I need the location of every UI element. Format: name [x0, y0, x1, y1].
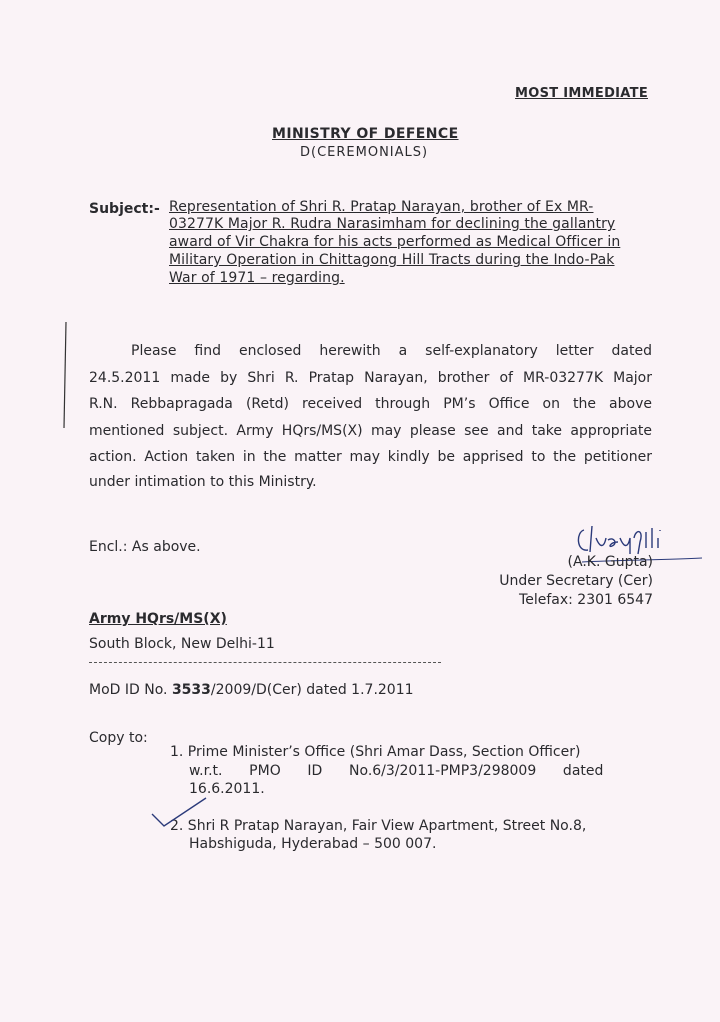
signature-block	[499, 553, 653, 610]
reference-prefix: MoD ID No.	[89, 682, 172, 698]
copy-item-line: 2. Shri R Pratap Narayan, Fair View Apartment, Street No.8,	[170, 818, 587, 834]
body-line: mentioned subject. Army HQrs/MS(X) may please see and take appropriate	[89, 423, 652, 439]
signatory-telefax: Telefax: 2301 6547	[519, 592, 653, 608]
subject-line: Representation of Shri R. Pratap Narayan, brother of Ex MR-	[169, 199, 594, 215]
enclosure-note: Encl.: As above.	[89, 539, 201, 555]
tick-mark	[150, 796, 210, 832]
addressee-address: South Block, New Delhi-11	[89, 636, 275, 652]
signatory-name: (A.K. Gupta)	[567, 554, 653, 570]
body-line: 24.5.2011 made by Shri R. Pratap Narayan, brother of MR-03277K Major	[89, 370, 652, 386]
subject-line: War of 1971 – regarding.	[169, 270, 345, 286]
subject-line: award of Vir Chakra for his acts performed as Medical Officer in	[169, 234, 621, 250]
reference-suffix: /2009/D(Cer) dated 1.7.2011	[210, 682, 414, 698]
ministry-title: MINISTRY OF DEFENCE	[272, 126, 459, 142]
subject-line: 03277K Major R. Rudra Narasimham for declining the gallantry	[169, 216, 616, 232]
reference-number	[89, 682, 414, 698]
addressee-name: Army HQrs/MS(X)	[89, 611, 227, 627]
section-name: D(CEREMONIALS)	[300, 145, 429, 160]
reference-id: 3533	[171, 682, 211, 698]
copy-to-label: Copy to:	[89, 730, 148, 746]
margin-line-mark	[58, 320, 74, 430]
dashed-divider	[89, 662, 441, 663]
body-line: action. Action taken in the matter may kindly be apprised to the petitioner	[89, 449, 652, 465]
copy-item-line: w.r.t. PMO ID No.6/3/2011-PMP3/298009 dated	[189, 763, 604, 779]
copy-item-line: Habshiguda, Hyderabad – 500 007.	[189, 836, 437, 852]
priority-marking: MOST IMMEDIATE	[515, 86, 648, 101]
subject-label: Subject:-	[89, 201, 160, 217]
body-line: under intimation to this Ministry.	[89, 474, 317, 490]
copy-item-line: 1. Prime Minister’s Office (Shri Amar Dass, Section Officer)	[170, 744, 581, 760]
body-line: Please find enclosed herewith a self-explanatory letter dated	[131, 343, 652, 359]
signatory-designation: Under Secretary (Cer)	[499, 573, 653, 589]
copy-item-line: 16.6.2011.	[189, 781, 265, 797]
subject-line: Military Operation in Chittagong Hill Tracts during the Indo-Pak	[169, 252, 615, 268]
body-line: R.N. Rebbapragada (Retd) received through PM’s Office on the above	[89, 396, 652, 412]
